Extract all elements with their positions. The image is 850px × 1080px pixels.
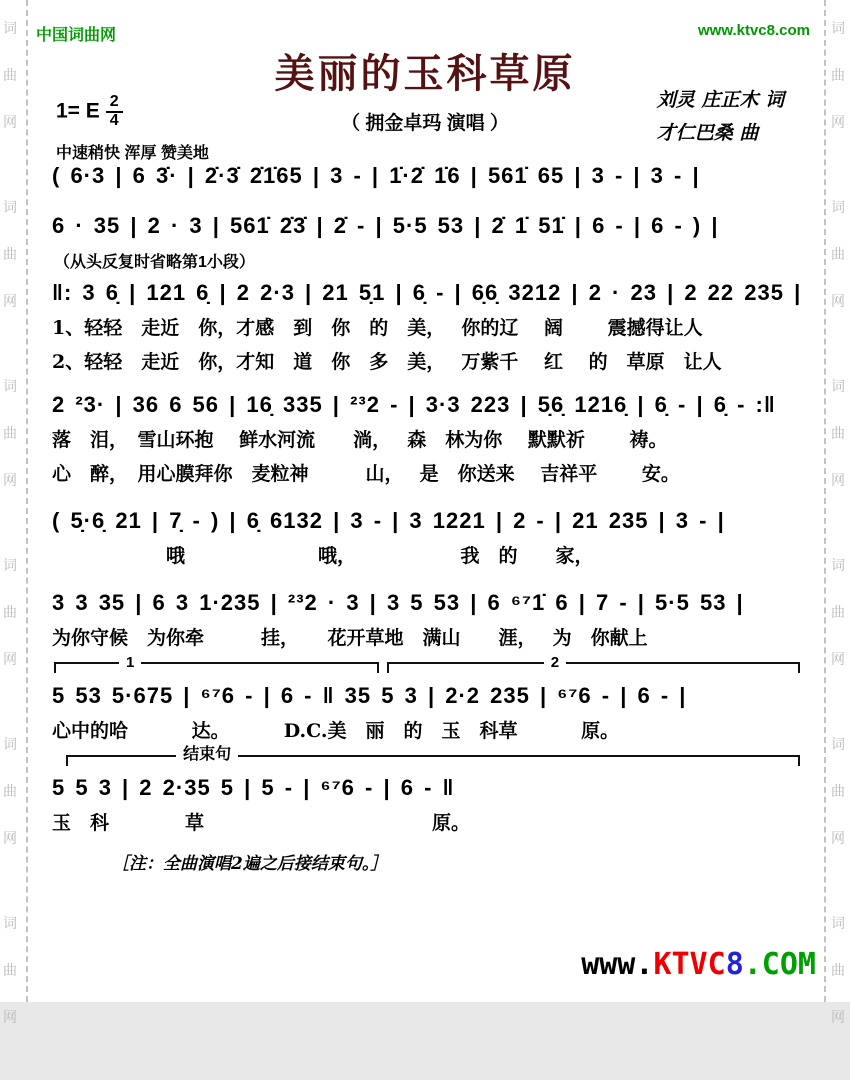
volta-bracket-1 [54,654,379,675]
composer-credit: 才仁巴桑 曲 [656,122,759,145]
time-signature-numerator: 2 [106,94,123,113]
score-system-coda [52,775,802,835]
score-system-endings [52,683,802,743]
site-logo-link[interactable] [581,947,816,982]
notation-line-intro-2: 6 · 35 | 2 · 3 | 561̇ 2̇3̇ | 2̇ - | 5·5 53 | 2̇ 1̇ 51̇ | 6 - | 6 - ) | [52,213,719,238]
key-signature [56,94,123,130]
score-system-verse-b [52,392,802,486]
notation-line-intro-1: ( 6·3 | 6 3̇· | 2̇·3̇ 2̇1̇65 | 3 - | 1̇·2̇ 1̇6 | 561̇ 65 | 3 - | 3 - | [52,163,700,188]
ending-bracket [66,746,800,769]
logo-segment-ktvc: KTVC [653,947,726,982]
lyrics-line-verse2: 2、轻轻 走近 你，才知 道 你 多 美， 万紫千 红 的 草原 让人 [52,351,722,373]
credits-block [657,84,784,151]
right-dashed-border [824,0,826,1002]
volta-label-1: 1 [119,654,141,672]
watermark-column-right: 词 曲 网 词 曲 网 词 曲 网 词 曲 网 词 曲 网 词 曲 网 [831,21,845,1026]
time-signature-denominator: 4 [109,111,119,129]
score-system-bridge-2 [52,590,802,650]
lyrics-line-verse2: 心 醉， 用心膜拜你 麦粒神 山， 是 你送来 吉祥平 安。 [52,463,680,485]
notation-line: 3 3 35 | 6 3 1·235 | ²³2 · 3 | 3 5 53 | 6 ⁶⁷1̇ 6 | 7 - | 5·5 53 | [52,590,744,615]
score-footnote: ［注：全曲演唱2遍之后接结束句。］ [112,854,388,874]
site-brand-link[interactable]: 中国词曲网 [36,27,117,44]
logo-segment-www: www. [581,947,654,982]
lyrics-line: 为你守候 为你牵 挂， 花开草地 满山 涯， 为 你献上 [52,627,648,649]
volta-bracket-2 [387,654,800,675]
performer-subtitle: （ 拥金卓玛 演唱 ） [341,113,509,134]
score-system-verse-a [52,280,802,374]
logo-segment-com: .COM [743,947,816,982]
notation-line: 5 53 5·675 | ⁶⁷6 - | 6 - ‖ 35 5 3 | 2·2 235 | ⁶⁷6 - | 6 - | [52,683,687,708]
left-dashed-border [26,0,28,1002]
lyrics-line-verse1: 1、轻轻 走近 你，才感 到 你 的 美， 你的辽 阔 震撼得让人 [52,317,703,339]
key-text: 1= E [56,99,100,123]
time-signature [106,94,123,130]
ending-label: 结束句 [176,746,238,764]
site-url-link[interactable]: www.ktvc8.com [698,22,810,39]
notation-line: 2 ²3· | 36 6 56 | 16̣ 335 | ²³2 - | 3·3 223 | 5̣6̣ 1216̣ | 6̣ - | 6̣ - :‖ [52,392,776,417]
score-area [52,163,802,874]
lyrics-line: 玉 科 草 原。 [52,812,471,834]
watermark-column-left: 词 曲 网 词 曲 网 词 曲 网 词 曲 网 词 曲 网 词 曲 网 [3,21,17,1026]
lyrics-line: 心中的哈 达。 D.C.美 丽 的 玉 科草 原。 [52,720,620,742]
volta-label-2: 2 [544,654,566,672]
volta-brackets-row [54,654,800,675]
notation-line: 5 5 3 | 2 2·35 5 | 5 - | ⁶⁷6 - | 6 - ‖ [52,775,455,800]
logo-segment-8: 8 [725,947,744,982]
lyricist-credit: 刘灵 庄正木 词 [656,89,784,111]
song-title: 美丽的玉科草原 [274,52,576,96]
lyrics-line-verse1: 落 泪， 雪山环抱 鲜水河流 淌， 森 林为你 默默祈 祷。 [52,429,668,451]
score-system-bridge-1 [52,508,802,568]
repeat-note: （从头反复时省略第1小段） [54,254,255,271]
tempo-marking: 中速稍快 浑厚 赞美地 [56,145,209,162]
notation-line: ‖: 3 6̣ | 121 6̣ | 2 2·3 | 21 5̣1 | 6̣ - | 6̣6̣ 3212 | 2 · 23 | 2 22 235 | [52,280,802,305]
notation-line: ( 5̣·6̣ 21 | 7̣ - ) | 6̣ 6132 | 3 - | 3 1221 | 2 - | 21 235 | 3 - | [52,508,725,533]
lyrics-line: 哦 哦， 我 的 家， [52,545,594,567]
